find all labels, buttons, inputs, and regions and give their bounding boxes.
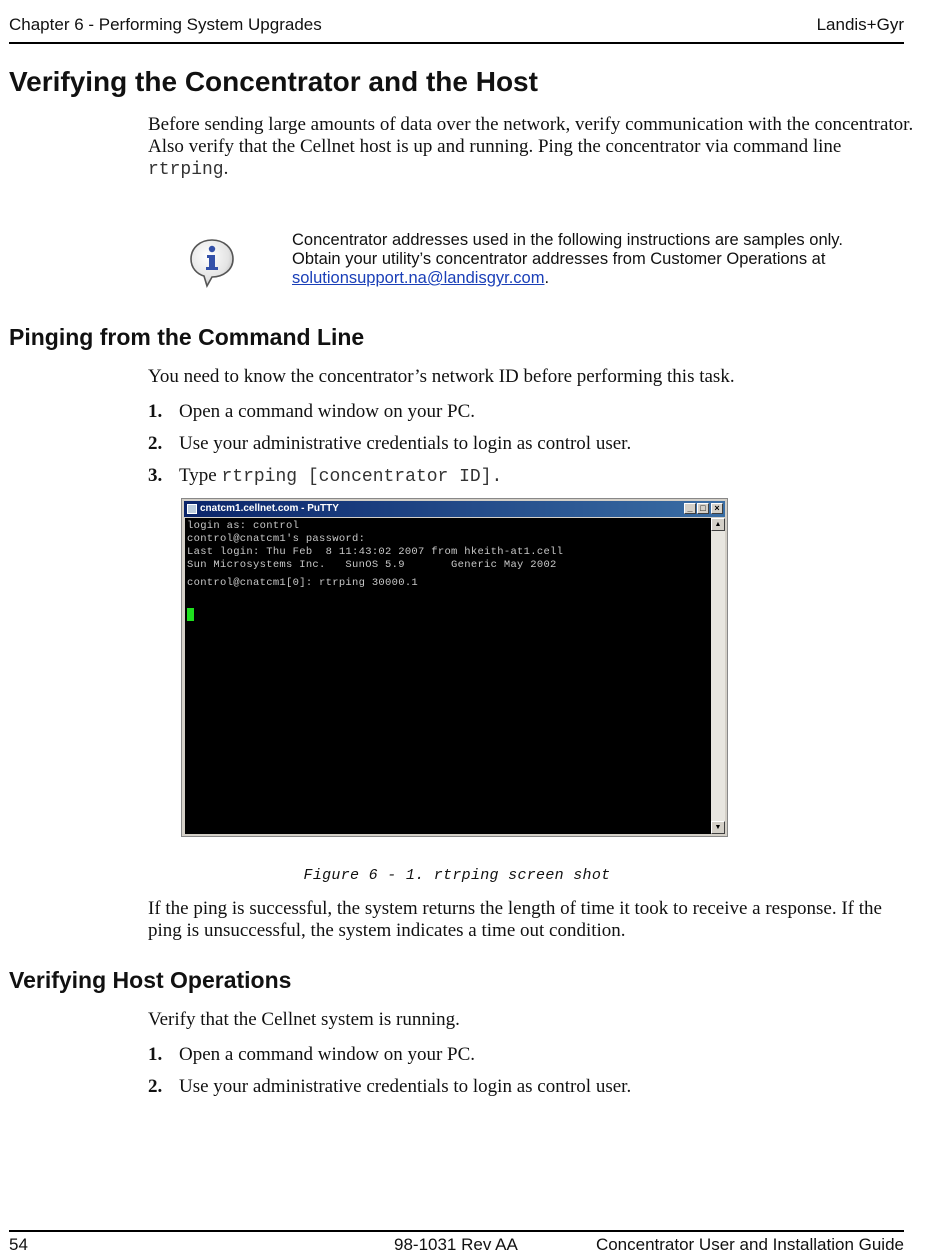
step-text: Use your administrative credentials to login as control user. — [179, 433, 632, 454]
putty-app-icon — [187, 504, 197, 514]
terminal-line: login as: control — [187, 520, 300, 532]
step-text: Open a command window on your PC. — [179, 401, 476, 422]
terminal-area — [185, 518, 713, 834]
terminal-line: Last login: Thu Feb 8 11:43:02 2007 from hkeith-at1.cell — [187, 546, 564, 558]
inline-code: rtrping — [148, 160, 224, 180]
terminal-line: Sun Microsystems Inc. SunOS 5.9 Generic May 2002 — [187, 559, 557, 571]
window-titlebar — [184, 501, 725, 517]
putty-screenshot — [181, 498, 728, 837]
note-line-email — [292, 269, 892, 288]
period: . — [223, 158, 229, 179]
para-line-code — [148, 158, 918, 181]
section3-intro: Verify that the Cellnet system is running. — [148, 1009, 460, 1030]
document-id: 98-1031 Rev AA — [394, 1235, 518, 1254]
para-line: Before sending large amounts of data over the network, verify communication with the concentrator. — [148, 114, 914, 135]
terminal-scrollbar — [711, 518, 725, 834]
note-line: Concentrator addresses used in the following instructions are samples only. — [292, 231, 843, 249]
section-title-host-operations: Verifying Host Operations — [9, 967, 292, 993]
step-number: 2. — [148, 433, 163, 454]
note-text — [292, 231, 892, 288]
inline-code: rtrping [concentrator ID]. — [221, 467, 503, 487]
footer-rule — [9, 1230, 904, 1232]
period: . — [544, 269, 550, 287]
figure-caption: Figure 6 - 1. rtrping screen shot — [303, 867, 611, 884]
scroll-up-icon: ▲ — [711, 518, 725, 531]
step-item — [148, 433, 631, 455]
step-item — [148, 1044, 475, 1066]
step-text: Type — [179, 465, 217, 486]
close-icon: × — [711, 503, 723, 514]
para-line: ping is unsuccessful, the system indicates a time out condition. — [148, 920, 626, 941]
section1-paragraph — [148, 114, 918, 181]
section-title-verifying: Verifying the Concentrator and the Host — [9, 66, 538, 97]
step-text: Use your administrative credentials to login as control user. — [179, 1076, 632, 1097]
info-icon — [188, 237, 236, 289]
running-header-chapter: Chapter 6 - Performing System Upgrades — [9, 15, 322, 34]
terminal-line: control@cnatcm1[0]: rtrping 30000.1 — [187, 577, 419, 589]
header-rule — [9, 42, 904, 44]
step-number: 1. — [148, 401, 163, 422]
step-item — [148, 1076, 631, 1098]
step-item — [148, 465, 502, 487]
section2-intro: You need to know the concentrator’s network ID before performing this task. — [148, 366, 735, 387]
window-title: cnatcm1.cellnet.com - PuTTY — [200, 503, 339, 514]
step-number: 3. — [148, 465, 163, 486]
note-line: Obtain your utility’s concentrator addresses from Customer Operations at — [292, 250, 826, 268]
section-title-pinging: Pinging from the Command Line — [9, 324, 365, 350]
ping-result-paragraph — [148, 898, 918, 942]
running-header-brand: Landis+Gyr — [816, 15, 904, 34]
maximize-icon: □ — [697, 503, 709, 514]
terminal-line: control@cnatcm1's password: — [187, 533, 366, 545]
page-number: 54 — [9, 1235, 28, 1254]
terminal-cursor — [187, 608, 194, 621]
step-item — [148, 401, 475, 423]
minimize-icon: _ — [684, 503, 696, 514]
step-number: 2. — [148, 1076, 163, 1097]
step-text: Open a command window on your PC. — [179, 1044, 476, 1065]
support-email-link[interactable]: solutionsupport.na@landisgyr.com — [292, 269, 545, 287]
para-line: If the ping is successful, the system returns the length of time it took to receive a response. If the — [148, 898, 882, 919]
step-number: 1. — [148, 1044, 163, 1065]
guide-title: Concentrator User and Installation Guide — [595, 1235, 904, 1254]
para-line: Also verify that the Cellnet host is up and running. Ping the concentrator via command line — [148, 136, 842, 157]
scroll-down-icon: ▼ — [711, 821, 725, 834]
